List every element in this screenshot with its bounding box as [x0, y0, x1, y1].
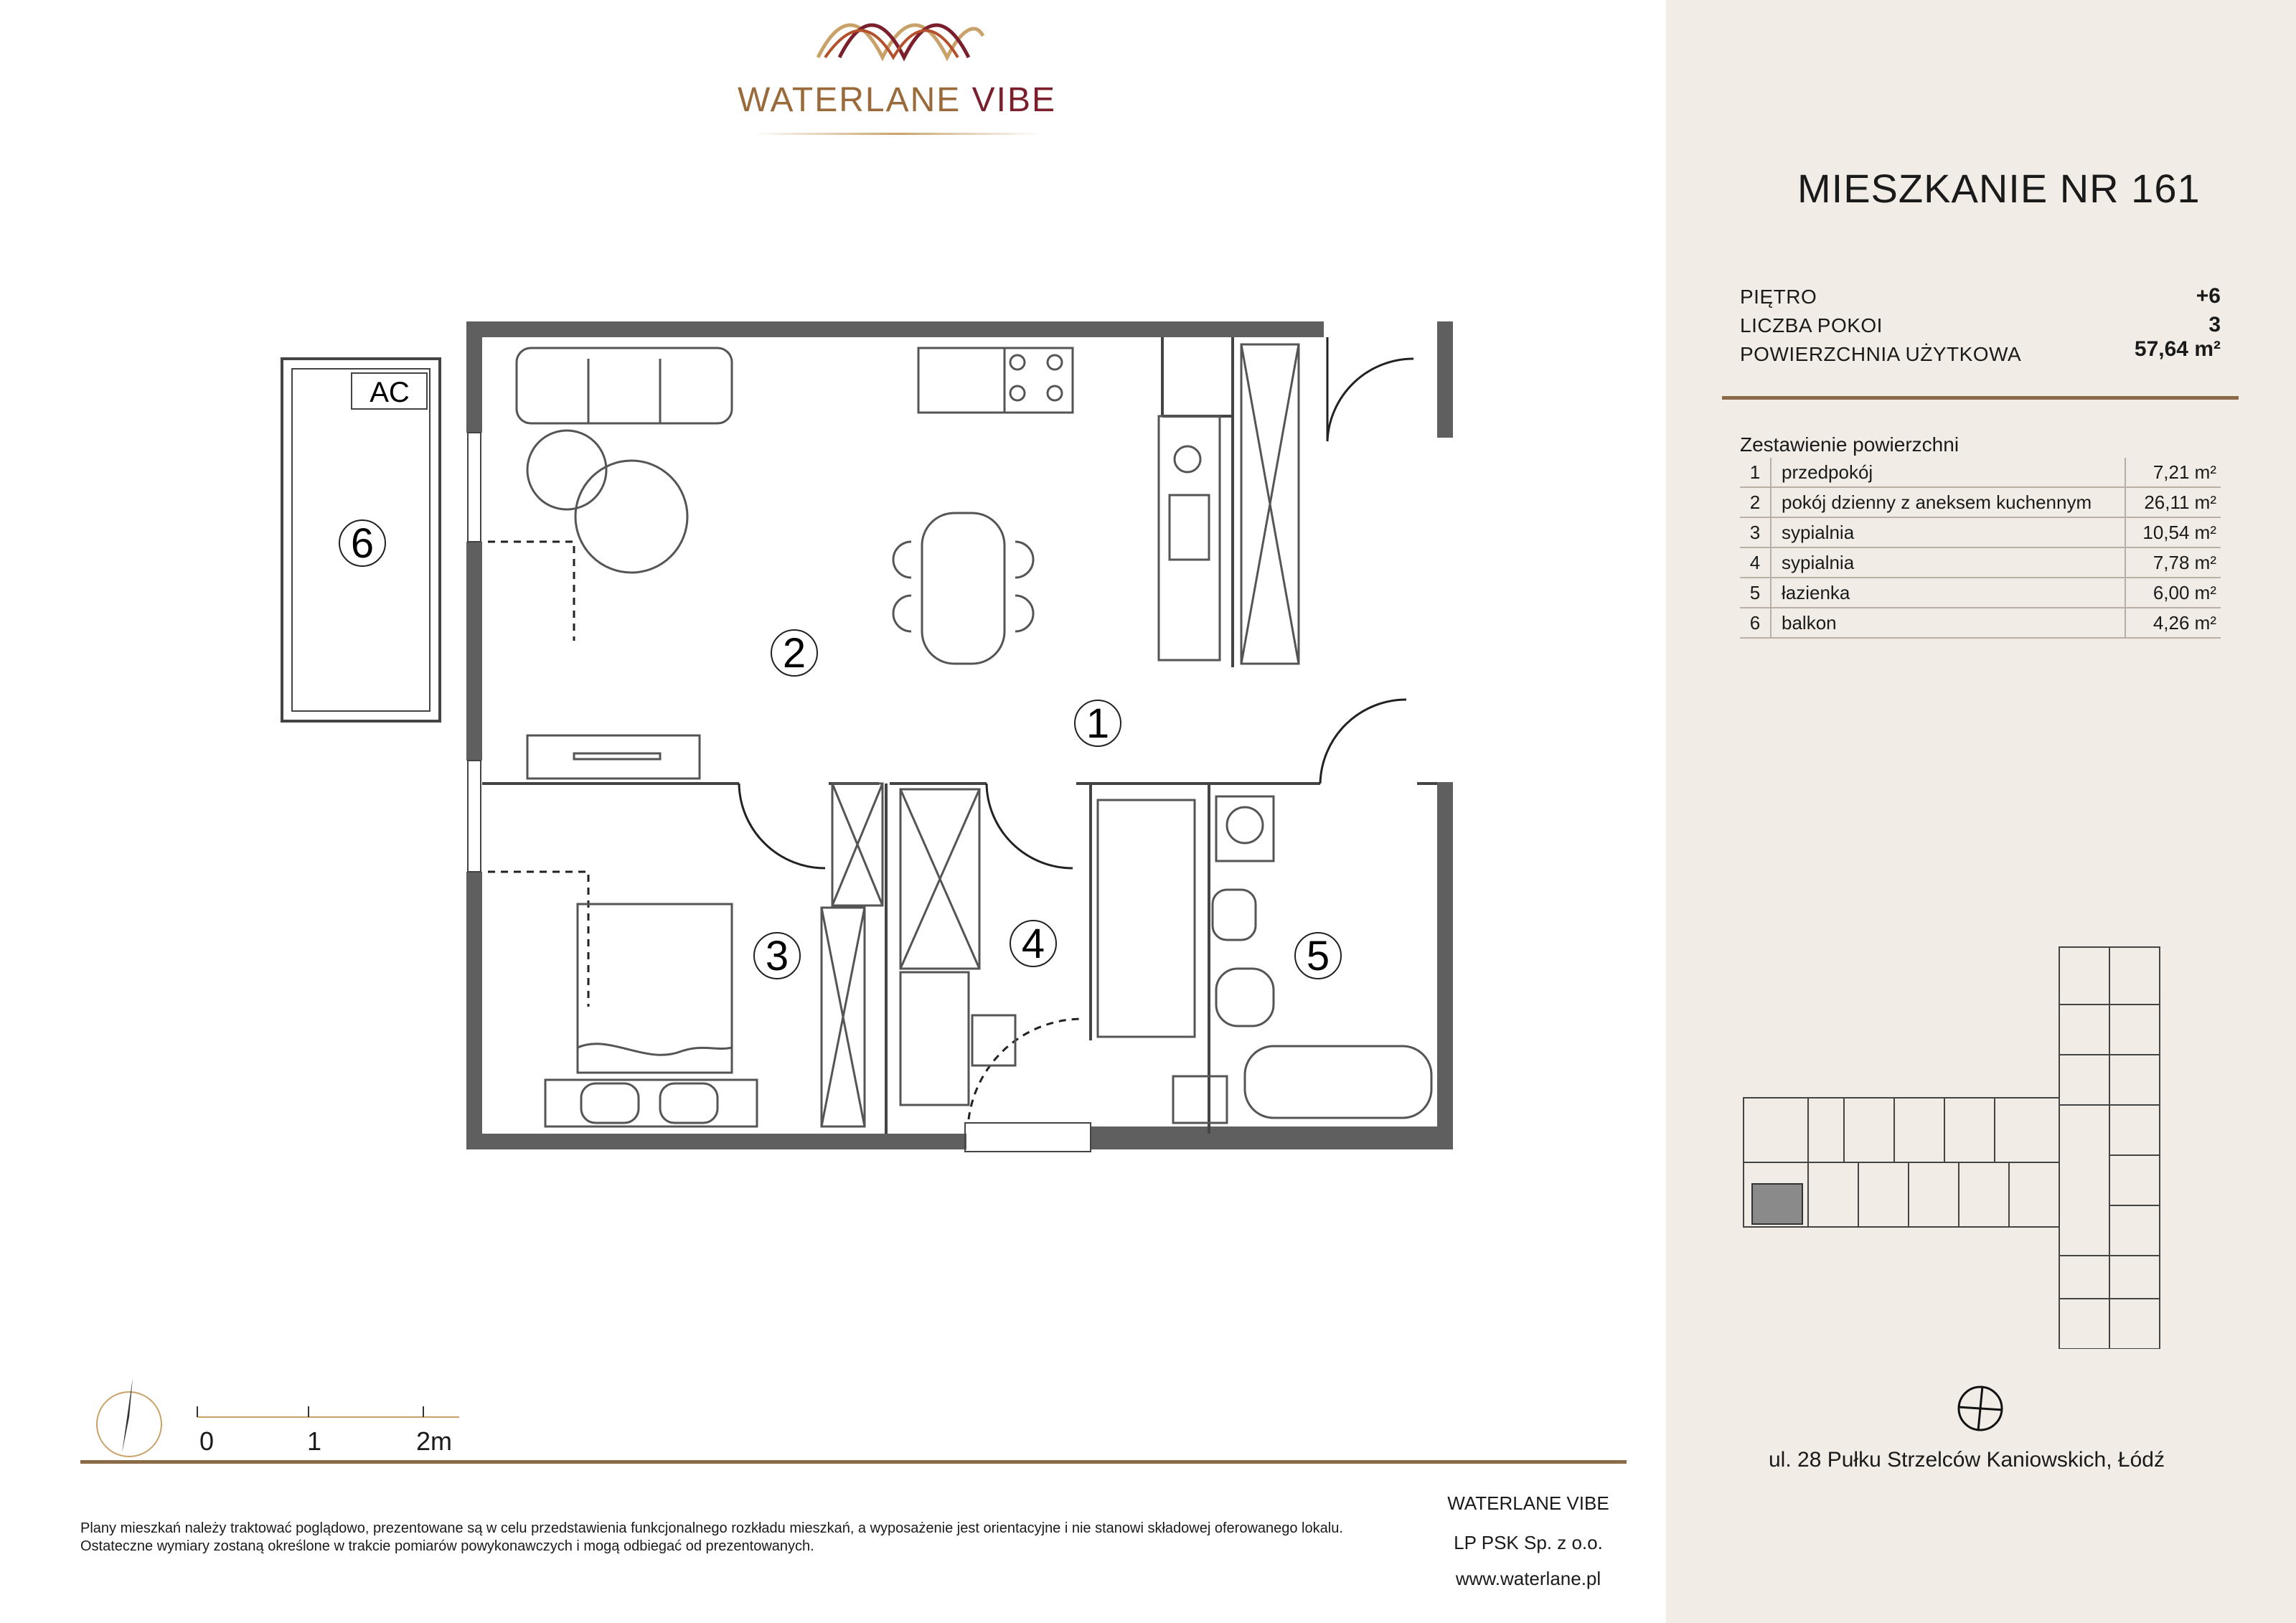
north-arrow-icon [90, 1374, 169, 1467]
floor-label: PIĘTRO [1740, 286, 1817, 308]
info-separator [1722, 396, 2239, 400]
ac-label: AC [370, 377, 410, 408]
rooms-value: 3 [2208, 313, 2221, 337]
brand-part1: WATERLANE [737, 81, 972, 119]
area-label: POWIERZCHNIA UŻYTKOWA [1740, 343, 2022, 365]
company-name: WATERLANE VIBE [1447, 1492, 1609, 1514]
rooms-label: LICZBA POKOI [1740, 314, 1883, 337]
brand-part2: VIBE [971, 81, 1057, 119]
highlighted-apartment [1752, 1184, 1802, 1224]
room-number-4: 4 [1021, 921, 1045, 967]
scale-bar [194, 1406, 466, 1428]
website-link[interactable]: www.waterlane.pl [1455, 1568, 1601, 1589]
scale-label-1: 1 [307, 1426, 322, 1456]
floor-value: +6 [2196, 284, 2221, 308]
table-row: 1 przedpokój 7,21 m² [1740, 458, 2221, 487]
table-row: 5 łazienka 6,00 m² [1740, 578, 2221, 608]
company-legal: LP PSK Sp. z o.o. [1454, 1532, 1603, 1553]
table-row: 2 pokój dzienny z aneksem kuchennym 26,11 m² [1740, 487, 2221, 517]
brand-logo [718, 80, 1076, 120]
areas-table [1740, 458, 2221, 639]
room-number-5: 5 [1306, 933, 1330, 979]
disclaimer-line-1: Plany mieszkań należy traktować poglądowo, prezentowane są w celu przedstawienia funkcjonalnego rozkładu mieszkań, a wyposażenie jest orientacyjne i nie stanowi składowej oferowanego lokalu. [80, 1520, 1343, 1536]
room-number-6: 6 [350, 520, 375, 567]
room-number-3: 3 [765, 933, 789, 979]
furniture [517, 344, 1431, 1126]
area-value: 57,64 m² [2134, 337, 2221, 361]
table-row: 3 sypialnia 10,54 m² [1740, 517, 2221, 547]
apartment-title: MIESZKANIE NR 161 [1797, 166, 2201, 211]
room-labels [339, 520, 1341, 979]
disclaimer [80, 1520, 1444, 1556]
info-panel [1666, 0, 2296, 1623]
logo-underline [753, 133, 1040, 135]
areas-title: Zestawienie powierzchni [1740, 433, 1959, 456]
room-number-2: 2 [782, 630, 806, 677]
address: ul. 28 Pułku Strzelców Kaniowskich, Łódź [1769, 1448, 2165, 1472]
floor-plan [273, 316, 1464, 1162]
compass-icon [1955, 1383, 2005, 1434]
scale-label-2: 2m [416, 1426, 453, 1456]
disclaimer-line-2: Ostateczne wymiary zostaną określone w trakcie pomiarów powykonawczych i mogą odbiegać od prezentowanych. [80, 1538, 814, 1554]
scale-label-0: 0 [199, 1426, 215, 1456]
table-row: 6 balkon 4,26 m² [1740, 608, 2221, 638]
room-number-1: 1 [1086, 700, 1110, 747]
building-key-plan [1729, 933, 2231, 1349]
table-row: 4 sypialnia 7,78 m² [1740, 547, 2221, 578]
footer-separator [80, 1460, 1627, 1464]
logo-waves-icon [811, 14, 990, 72]
